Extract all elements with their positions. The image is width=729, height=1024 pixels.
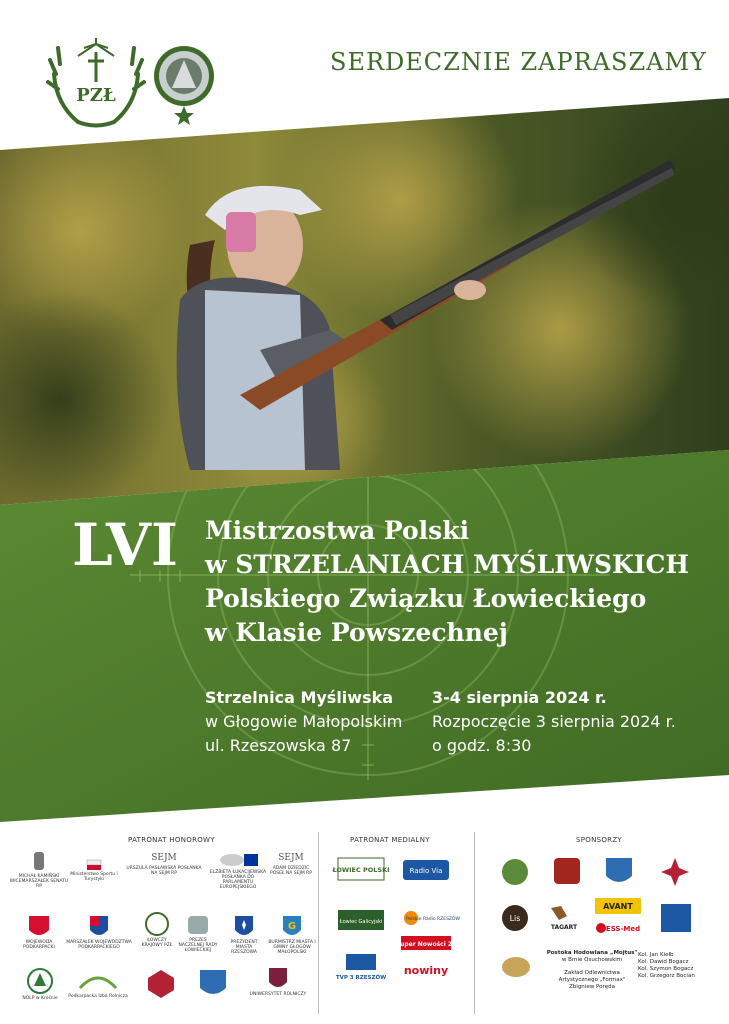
sponsor-logo [500, 956, 532, 980]
essmed-logo-icon [595, 922, 641, 934]
sejm-logo-icon [276, 850, 306, 864]
forestry-logo-icon [27, 968, 53, 994]
hunting-club-badge-icon [200, 970, 226, 998]
patron-logo: NOLP w Krośnie [18, 968, 62, 1001]
svg-text:G: G [287, 921, 297, 932]
sejm-logo-icon [149, 850, 179, 864]
pzl-antlers-logo-icon [48, 34, 144, 129]
date-block [432, 686, 676, 758]
svg-text:ESS-Med: ESS-Med [605, 925, 641, 933]
pzl-small-logo-icon [145, 912, 169, 936]
edition-roman-numeral: LVI [72, 511, 179, 579]
polish-eagle-icon [29, 916, 49, 938]
event-title [205, 514, 689, 650]
media-logo-polskie-radio [400, 906, 461, 932]
sponsor-farm: Postoka Hodowlana „Mojtus" w Brnie Osuchowskim Zakład Odlewnictwa Artystycznego „Formax" Zbigniew Poręda [546, 950, 638, 990]
patron-logo: MARSZAŁEK WOJEWÓDZTWA PODKARPACKIEGO [66, 916, 132, 950]
title-line-2: w STRZELANIACH MYŚLIWSKICH [205, 550, 690, 579]
patron-logo: G BURMISTRZ MIASTA I GMINY GŁOGÓW MAŁOPOLSKI [266, 916, 318, 955]
patron-logo: WOJEWODA PODKARPACKI [14, 916, 64, 950]
event-dates: 3-4 sierpnia 2024 r. [432, 688, 607, 707]
radio-via-logo-icon [403, 860, 449, 880]
patron-logo: UNIWERSYTET ROLNICZY [248, 968, 308, 997]
rzeszow-crest-icon [235, 916, 253, 938]
sponsor-oval-icon [501, 956, 531, 978]
club-badge-icon [148, 970, 174, 998]
sponsor-emblem-icon [501, 858, 529, 886]
patron-logo [146, 970, 176, 1000]
patron-logo: PREZYDENT MIASTA RZESZOWA [224, 916, 264, 955]
pzl-logo-text: PZŁ [76, 85, 116, 106]
sponsor-logo [552, 858, 582, 886]
venue-block [205, 686, 402, 758]
media-logo-lowiec-galicyjski [336, 910, 386, 932]
tagart-logo-icon [547, 904, 581, 932]
title-line-4: w Klasie Powszechnej [205, 618, 508, 647]
ministry-flag-icon [87, 860, 101, 870]
sponsor-logo [604, 858, 634, 888]
event-start: Rozpoczęcie 3 sierpnia 2024 r. [432, 712, 676, 731]
invite-heading: SERDECZNIE ZAPRASZAMY [330, 48, 707, 76]
sponsor-logo-avant [594, 898, 642, 916]
lis-logo-icon [501, 904, 529, 932]
footer-patrons [0, 822, 729, 1024]
media-logo-tvp3 [336, 954, 386, 984]
sponsor-square-icon [661, 904, 691, 932]
svg-text:SEJM: SEJM [278, 853, 304, 863]
media-logo-nowiny [400, 962, 452, 980]
agricultural-chamber-icon [78, 968, 118, 992]
venue-street: ul. Rzeszowska 87 [205, 736, 352, 755]
lowiec-galicyjski-logo-icon [338, 910, 384, 930]
sponsor-people: Kol. Jan Kiełb Kol. Dawid Bogacz Kol. Szymon Bogacz Kol. Grzegorz Bocian [638, 952, 695, 979]
media-logo-super-nowosci [395, 936, 457, 952]
media-logo-radio-via [400, 860, 452, 882]
patron-logo [198, 970, 228, 1000]
title-line-1: Mistrzostwa Polski [205, 516, 470, 545]
sponsor-badge-icon [554, 858, 580, 884]
sponsor-cross-icon [661, 858, 689, 886]
patron-logo: Ministerstwo Sportu i Turystyki [70, 860, 118, 882]
svg-text:AVANT: AVANT [603, 902, 633, 911]
patron-logo: SEJM URSZULA PASŁAWSKA POSŁANKA NA SEJM RP [124, 850, 204, 876]
polskie-radio-logo-icon [403, 906, 461, 930]
svg-text:SEJM: SEJM [151, 853, 177, 863]
footer-divider [474, 832, 475, 1014]
svg-text:Polskie Radio RZESZÓW: Polskie Radio RZESZÓW [405, 917, 461, 922]
svg-text:Radio Via: Radio Via [409, 867, 443, 875]
title-line-3: Polskiego Związku Łowieckiego [205, 584, 647, 613]
tvp3-logo-icon [335, 954, 387, 982]
patron-logo: Podkarpacka Izba Rolnicza [66, 968, 130, 999]
eu-parliament-icon [218, 852, 258, 868]
svg-text:TAGART: TAGART [550, 924, 578, 931]
region-crest-icon [90, 916, 108, 938]
svg-text:nowiny: nowiny [403, 964, 449, 977]
venue-town: w Głogowie Małopolskim [205, 712, 403, 731]
sponsor-logo-essmed [594, 922, 642, 936]
council-logo-icon [186, 914, 210, 936]
footer-divider [318, 832, 319, 1014]
svg-text:TVP 3 RZESZÓW: TVP 3 RZESZÓW [335, 975, 387, 981]
sponsor-logo [660, 904, 692, 934]
patron-logo: MICHAŁ KAMIŃSKI WICEMARSZAŁEK SENATU RP [8, 850, 70, 889]
svg-text:ŁOWIEC POLSKI: ŁOWIEC POLSKI [332, 866, 390, 874]
patron-logo: ELŻBIETA ŁUKACIJEWSKA POSŁANKA DO PARLAMENTU EUROPEJSKIEGO [208, 852, 268, 890]
lowiec-polski-logo-icon [332, 858, 390, 880]
super-nowosci-logo-icon [395, 936, 457, 950]
nowiny-logo-icon [403, 962, 449, 978]
sponsor-shield-icon [606, 858, 632, 886]
patron-logo: SEJM ADAM DZIEDZIC POSEŁ NA SEJM RP [268, 850, 314, 876]
patron-logo: ŁOWCZY KRAJOWY PZŁ [138, 912, 176, 948]
media-logo-lowiec-polski [332, 858, 390, 882]
university-crest-icon [269, 968, 287, 990]
eagle-crest-icon [32, 850, 46, 872]
event-time: o godz. 8:30 [432, 736, 532, 755]
svg-text:Super Nowości 24: Super Nowości 24 [395, 941, 457, 948]
honorary-patronage-title: PATRONAT HONOROWY [128, 836, 215, 844]
glogow-crest-icon [283, 916, 301, 938]
sponsors-title: SPONSORZY [576, 836, 622, 844]
sponsor-logo [660, 858, 690, 888]
media-patronage-title: PATRONAT MEDIALNY [350, 836, 430, 844]
patron-logo: PREZES NACZELNEJ RADY ŁOWIECKIEJ [176, 914, 220, 953]
sponsor-logo-lis [500, 904, 530, 934]
svg-text:Lis: Lis [509, 914, 521, 923]
venue-name: Strzelnica Myśliwska [205, 688, 394, 707]
avant-logo-icon [595, 898, 641, 914]
medal-emblem-icon [152, 38, 216, 126]
sponsor-logo [500, 858, 530, 888]
sponsor-logo-tagart [546, 904, 582, 934]
svg-text:Łowiec Galicyjski: Łowiec Galicyjski [339, 919, 383, 925]
